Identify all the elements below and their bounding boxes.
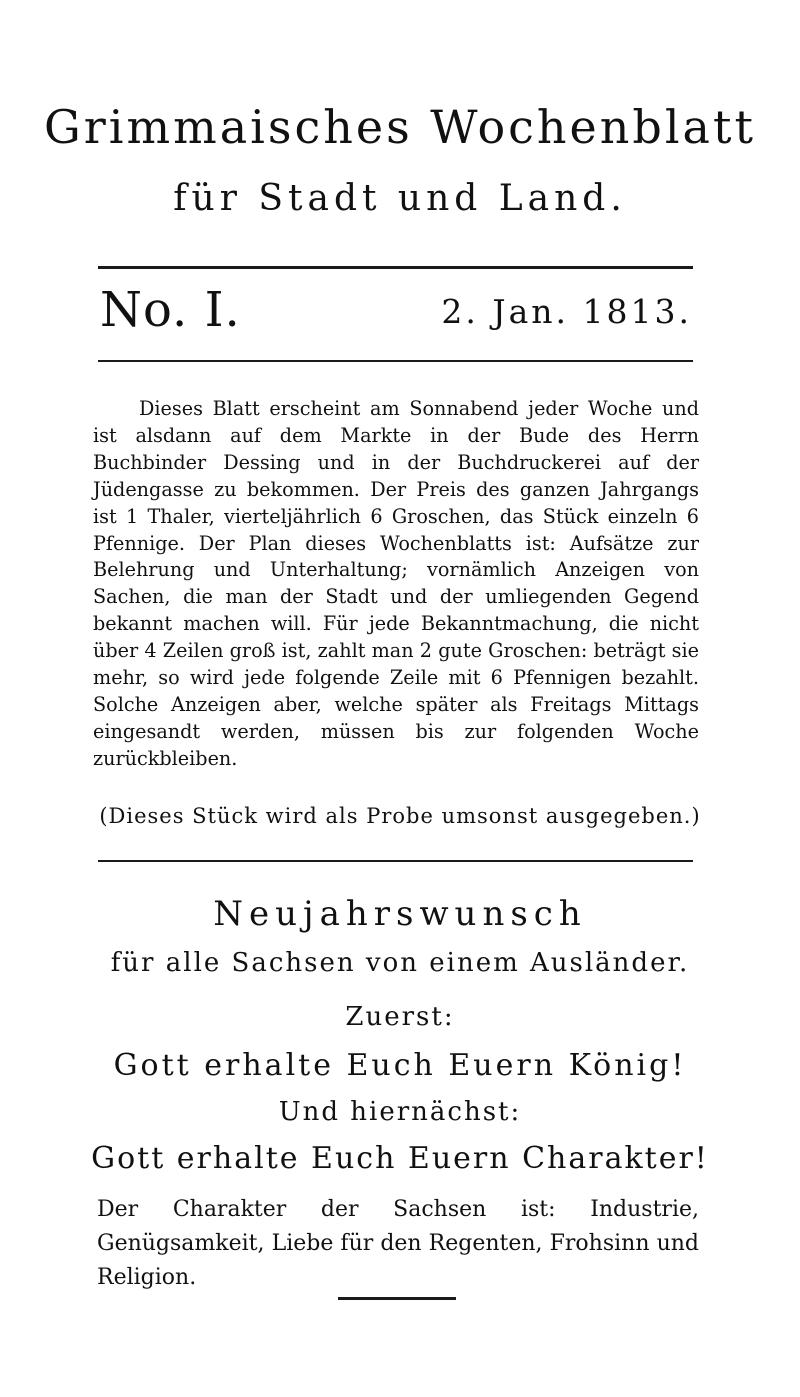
end-rule bbox=[338, 1297, 456, 1300]
article-heading: Neujahrswunsch bbox=[213, 894, 587, 934]
second-wish: Gott erhalte Euch Euern Charakter! bbox=[91, 1141, 709, 1176]
sample-copy-note: (Dieses Stück wird als Probe umsonst ausgegeben.) bbox=[99, 804, 701, 828]
issue-rule bbox=[98, 360, 693, 362]
publication-notice: Dieses Blatt erscheint am Sonnabend jeder Woche und ist alsdann auf dem Markte in der Bude des Herrn Buchbinder Dessing und in der Buchdruckerei auf der Jüdengasse zu bekommen. Der Preis des ganzen Jahrgangs ist 1 Thaler, vierteljährlich 6 Groschen, das Stück einzeln 6 Pfennige. Der Plan dieses Wochenblatts ist: Aufsätze zur Belehrung und Unterhaltung; vornämlich Anzeigen von Sachen, die man der Stadt und der umliegenden Gegend bekannt machen will. Für jede Bekanntmachung, die nicht über 4 Zeilen groß ist, zahlt man 2 gute Groschen: beträgt sie mehr, so wird jede folgende Zeile mit 6 Pfennigen bezahlt. Solche Anzeigen aber, welche später als Freitags Mittags eingesandt werden, müssen bis zur folgenden Woche zurückbleiben. bbox=[93, 397, 699, 770]
issue-date: 2. Jan. 1813. bbox=[441, 292, 692, 331]
second-wish-intro: Und hiernächst: bbox=[278, 1097, 522, 1127]
first-wish-intro: Zuerst: bbox=[345, 1002, 455, 1032]
article-subheading: für alle Sachsen von einem Ausländer. bbox=[110, 948, 690, 978]
top-rule bbox=[98, 266, 693, 269]
closing-paragraph: Der Charakter der Sachsen ist: Industrie, Genügsamkeit, Liebe für den Regenten, Frohsinn und Religion. bbox=[97, 1197, 699, 1290]
masthead-title: Grimmaisches Wochenblatt bbox=[44, 100, 756, 154]
first-wish: Gott erhalte Euch Euern König! bbox=[113, 1048, 687, 1083]
masthead-subtitle: für Stadt und Land. bbox=[173, 178, 627, 219]
section-rule bbox=[98, 860, 693, 862]
issue-number: No. I. bbox=[100, 282, 241, 338]
